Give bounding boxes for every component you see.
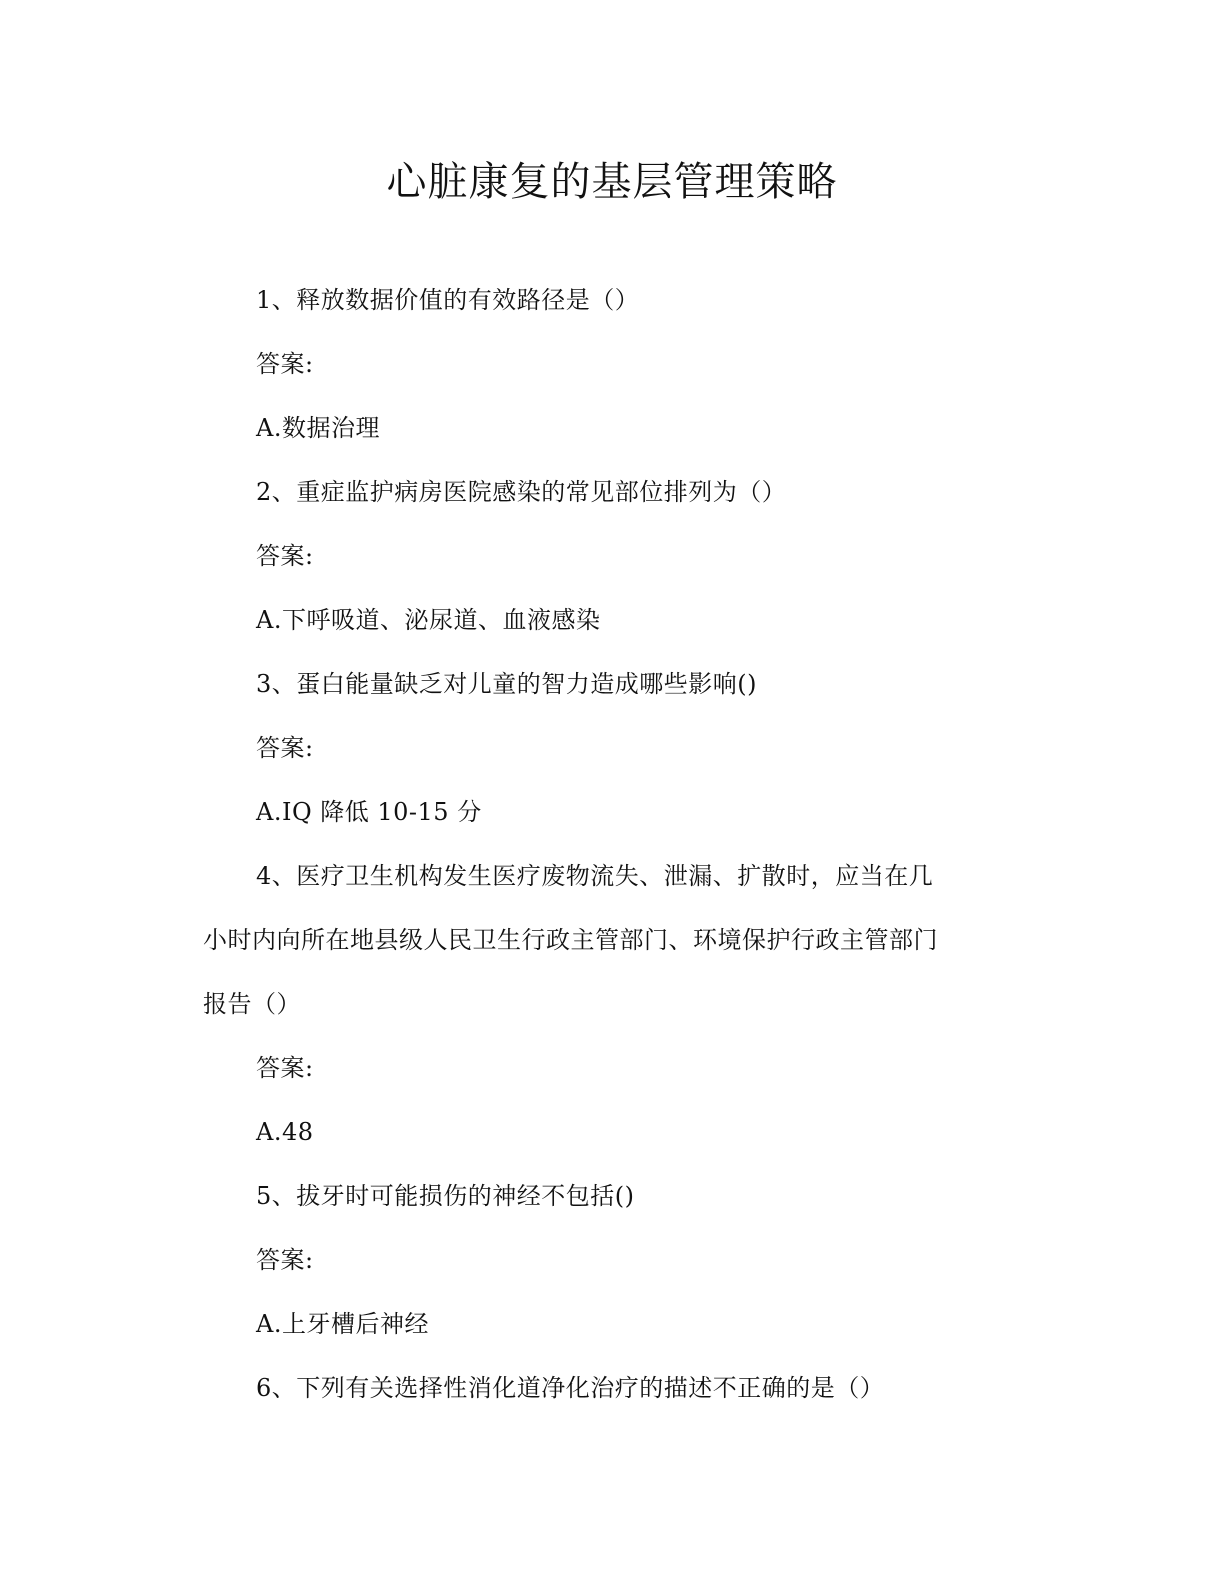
answer-text: A.48	[256, 1118, 314, 1146]
answer-text: A.上牙槽后神经	[256, 1310, 429, 1338]
question-block-2	[203, 460, 1015, 652]
question-text-line: 4、医疗卫生机构发生医疗废物流失、泄漏、扩散时，应当在几	[256, 862, 934, 890]
answer-label: 答案:	[256, 734, 314, 762]
answer-label: 答案:	[256, 1054, 314, 1082]
question-block-4	[203, 844, 1015, 1164]
answer-text: A.数据治理	[256, 414, 380, 442]
answer-label: 答案:	[256, 1246, 314, 1274]
question-text: 6、下列有关选择性消化道净化治疗的描述不正确的是（）	[256, 1374, 885, 1402]
question-block-6	[203, 1356, 1015, 1420]
question-text: 2、重症监护病房医院感染的常见部位排列为（）	[256, 478, 787, 506]
question-text-line: 报告（）	[203, 990, 301, 1018]
question-block-5	[203, 1164, 1015, 1356]
document-title: 心脏康复的基层管理策略	[386, 159, 838, 205]
answer-text: A.IQ 降低 10-15 分	[256, 798, 482, 826]
question-text: 3、蛋白能量缺乏对儿童的智力造成哪些影响()	[256, 670, 757, 698]
question-text: 1、释放数据价值的有效路径是（）	[256, 286, 640, 314]
question-block-1	[203, 268, 1015, 460]
answer-label: 答案:	[256, 542, 314, 570]
question-text-line: 小时内向所在地县级人民卫生行政主管部门、环境保护行政主管部门	[203, 926, 938, 954]
answer-text: A.下呼吸道、泌尿道、血液感染	[256, 606, 601, 634]
question-block-3	[203, 652, 1015, 844]
document-body	[203, 268, 1015, 1420]
question-text: 5、拔牙时可能损伤的神经不包括()	[256, 1182, 635, 1210]
answer-label: 答案:	[256, 350, 314, 378]
